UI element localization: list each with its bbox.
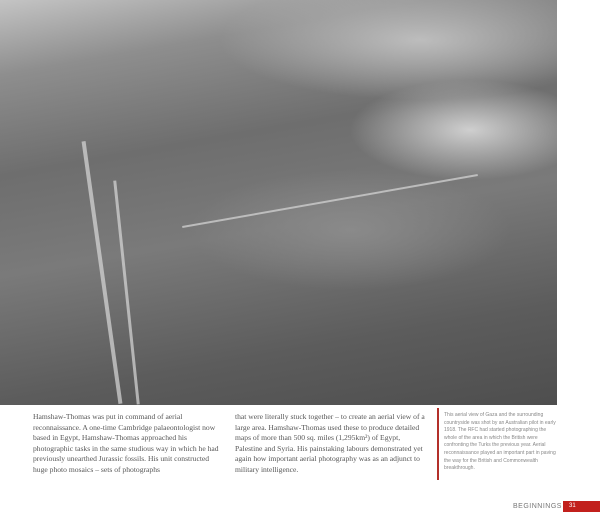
road-track [182,174,478,228]
photo-caption: This aerial view of Gaza and the surrounding countryside was shot by an Australian pilot in early 1918. The RFC had started photographing the whole of the area in which the British were confronting the Turks the previous year. Aerial reconnaissance played an important part in paving the way for the British and Commonwealth breakthrough. [444,412,556,472]
body-text-column-1: Hamshaw-Thomas was put in command of aerial reconnaissance. A one-time Cambridge palaeontologist now based in Egypt, Hamshaw-Thomas approached his photographic tasks in the same studious way in which he had previously unearthed Jurassic fossils. His unit constructed huge photo mosaics – sets of photographs [33,412,219,474]
section-label: BEGINNINGS [513,503,562,510]
caption-rule [437,408,439,480]
body-text-column-2: that were literally stuck together – to create an aerial view of a large area. Hamshaw-Thomas used these to produce detailed maps of more than 500 sq. miles (1,295km²) of Egypt, Palestine and Syria. His painstaking labours demonstrated yet again how important aerial photography was as an adjunct to military intelligence. [235,412,425,474]
page-number: 31 [563,501,600,512]
